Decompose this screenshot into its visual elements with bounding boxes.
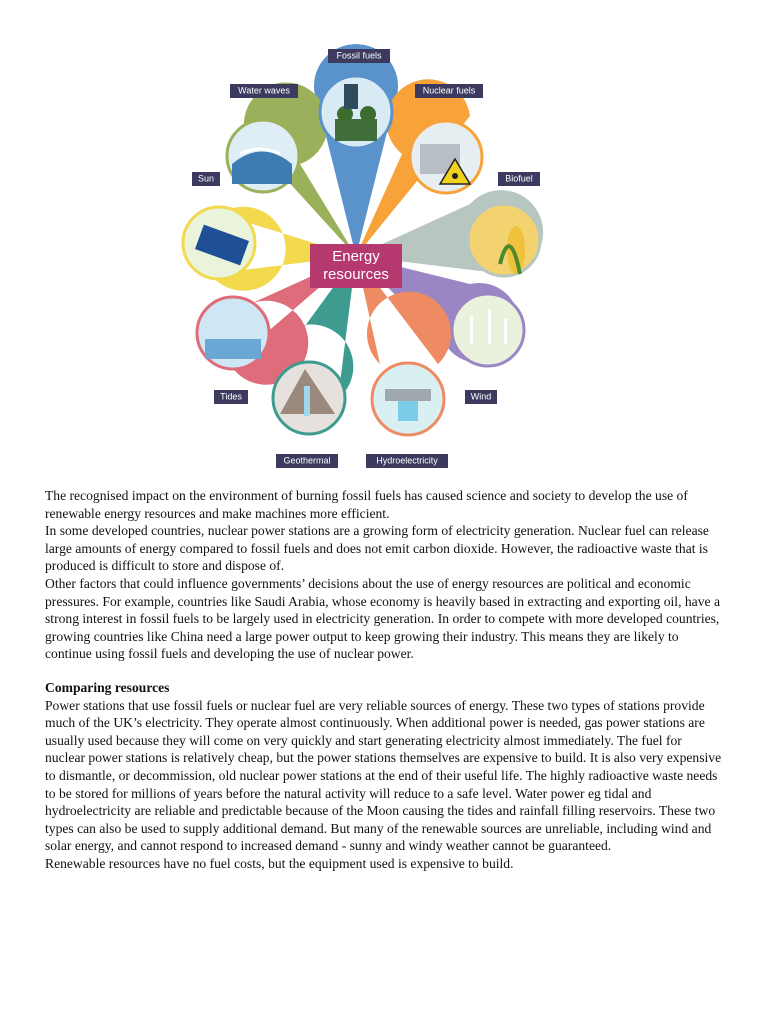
svg-text:Water waves: Water waves [238, 85, 290, 96]
biofuel-image [468, 204, 540, 276]
svg-text:Tides: Tides [220, 391, 242, 402]
section-heading: Comparing resources [45, 679, 170, 695]
energy-resources-diagram [170, 44, 570, 474]
label-tides [214, 390, 248, 404]
svg-text:Hydroelectricity: Hydroelectricity [376, 455, 438, 466]
label-waves [230, 84, 298, 98]
label-sun [192, 172, 220, 186]
svg-text:resources: resources [323, 266, 389, 283]
svg-text:Nuclear fuels: Nuclear fuels [422, 85, 476, 96]
svg-text:Biofuel: Biofuel [505, 173, 533, 184]
paragraph-3: Other factors that could influence governments’ decisions about the use of energy resources are political and economic pressures. For example, countries like Saudi Arabia, whose economy is heavily based in extracting and exporting oil, have a strong interest in fossil fuels to be largely used in electricity generation. In order to compete with more developed countries, growing countries like China need a large power output to keep growing their industry. This means they are likely to continue using fossil fuels and developing the use of nuclear power. [45, 575, 720, 662]
paragraph-1: The recognised impact on the environment of burning fossil fuels has caused science and society to develop the use of renewable energy resources and make machines more efficient. [45, 488, 688, 521]
svg-text:Fossil fuels: Fossil fuels [336, 50, 382, 61]
final-line: Renewable resources have no fuel costs, but the equipment used is expensive to build. [45, 855, 514, 871]
label-fossil [328, 49, 390, 63]
body-text [45, 487, 725, 872]
svg-text:Energy: Energy [332, 248, 380, 265]
label-nuclear [415, 84, 483, 98]
svg-text:Sun: Sun [197, 173, 215, 184]
section-paragraph: Power stations that use fossil fuels or nuclear fuel are very reliable sources of energy. These two types of stations provide much of the UK’s electricity. They operate almost continuously. When additional power is needed, gas power stations are usually used because they will come on very quickly and start generating electricity almost immediately. The fuel for nuclear power stations is relatively cheap, but the power stations themselves are expensive to build. It is also very expensive to dismantle, or decommission, old nuclear power stations at the end of their useful life. The highly radioactive waste needs to be stored for millions of years before the natural activity will reduce to a safe level. Water power eg tidal and hydroelectricity are reliable and predictable because of the Moon causing the tides and rainfall filling reservoirs. These two types can also be used to supply additional demand. But many of the renewable sources are unreliable, including wind and solar energy, and cannot respond to increased demand - sunny and windy weather cannot be guaranteed. [45, 697, 722, 854]
paragraph-2: In some developed countries, nuclear power stations are a growing form of electricity generation. Nuclear fuel can release large amounts of energy compared to fossil fuels and does not emit carbon dioxide. However, the radioactive waste that is produced is difficult to store and dispose of. [45, 523, 709, 574]
svg-text:Geothermal: Geothermal [283, 455, 331, 466]
label-geothermal [276, 454, 338, 468]
svg-text:Wind: Wind [470, 391, 492, 402]
center-label [310, 244, 402, 288]
label-hydro [366, 454, 448, 468]
label-wind [465, 390, 497, 404]
label-biofuel [498, 172, 540, 186]
